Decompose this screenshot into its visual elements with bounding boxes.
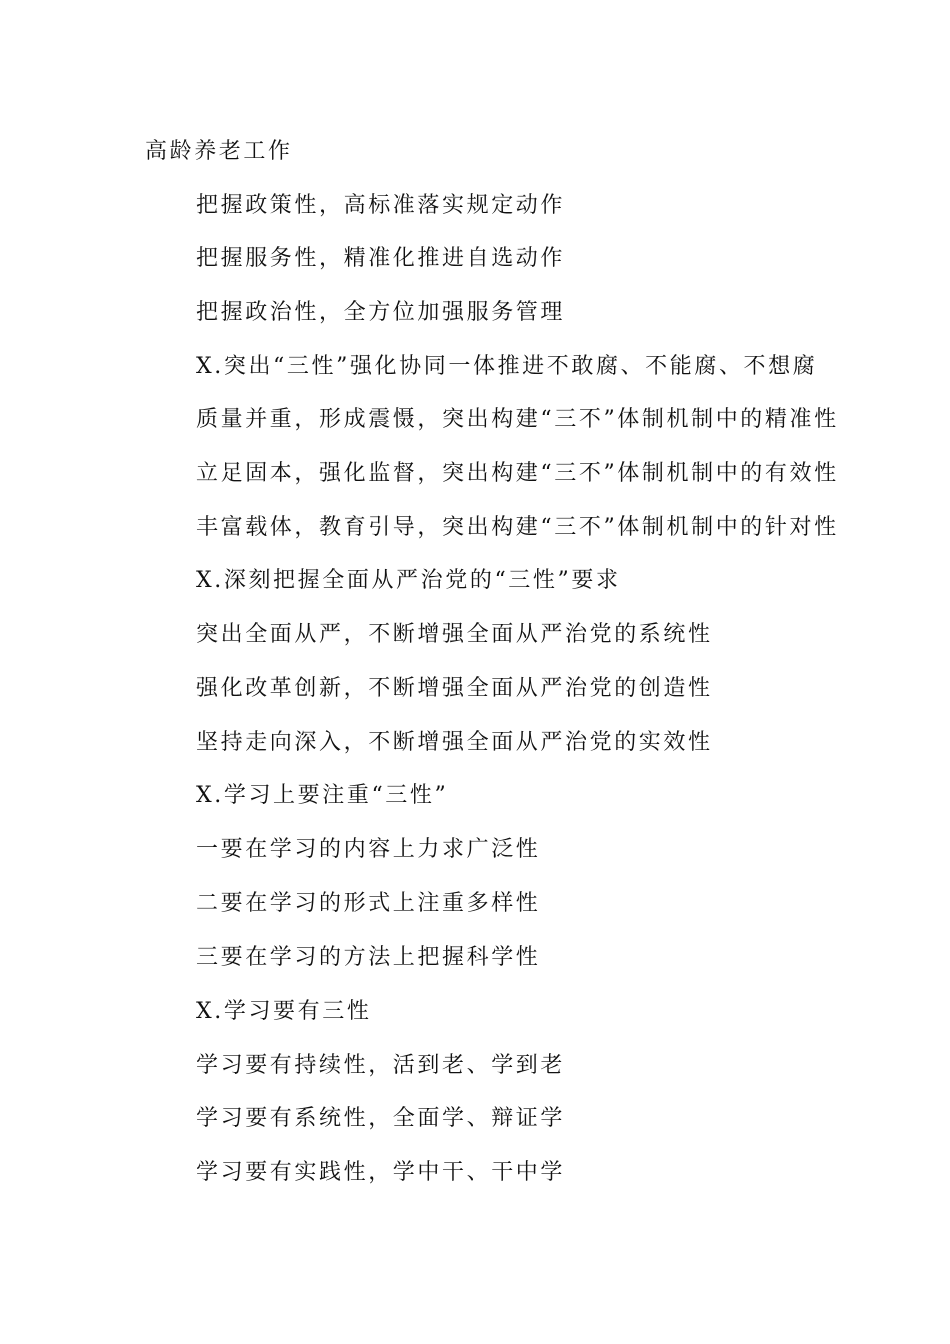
section-heading: X.突出“三性”强化协同一体推进不敢腐、不能腐、不想腐 <box>196 354 818 379</box>
text-line: 一要在学习的内容上力求广泛性 <box>196 837 541 862</box>
text-line: 丰富载体，教育引导，突出构建“三不”体制机制中的针对性 <box>196 515 839 540</box>
text-line: 三要在学习的方法上把握科学性 <box>196 945 541 970</box>
text-line: 学习要有实践性，学中干、干中学 <box>196 1160 566 1185</box>
text-line: 学习要有持续性，活到老、学到老 <box>196 1053 566 1078</box>
text-line: 突出全面从严，不断增强全面从严治党的系统性 <box>196 622 713 647</box>
section-heading: X.学习上要注重“三性” <box>196 783 449 808</box>
text-line: 强化改革创新，不断增强全面从严治党的创造性 <box>196 676 713 701</box>
text-line: 把握政治性，全方位加强服务管理 <box>196 300 566 325</box>
text-line: 坚持走向深入，不断增强全面从严治党的实效性 <box>196 730 713 755</box>
text-line: 把握政策性，高标准落实规定动作 <box>196 193 566 218</box>
section-heading: X.深刻把握全面从严治党的“三性”要求 <box>196 568 621 593</box>
text-line: 把握服务性，精准化推进自选动作 <box>196 246 566 271</box>
text-line: 立足固本，强化监督，突出构建“三不”体制机制中的有效性 <box>196 461 839 486</box>
text-line: 质量并重，形成震慑，突出构建“三不”体制机制中的精准性 <box>196 407 839 432</box>
section-heading: 高龄养老工作 <box>145 139 293 164</box>
text-line: 学习要有系统性，全面学、辩证学 <box>196 1106 566 1131</box>
section-heading: X.学习要有三性 <box>196 999 372 1024</box>
text-line: 二要在学习的形式上注重多样性 <box>196 891 541 916</box>
